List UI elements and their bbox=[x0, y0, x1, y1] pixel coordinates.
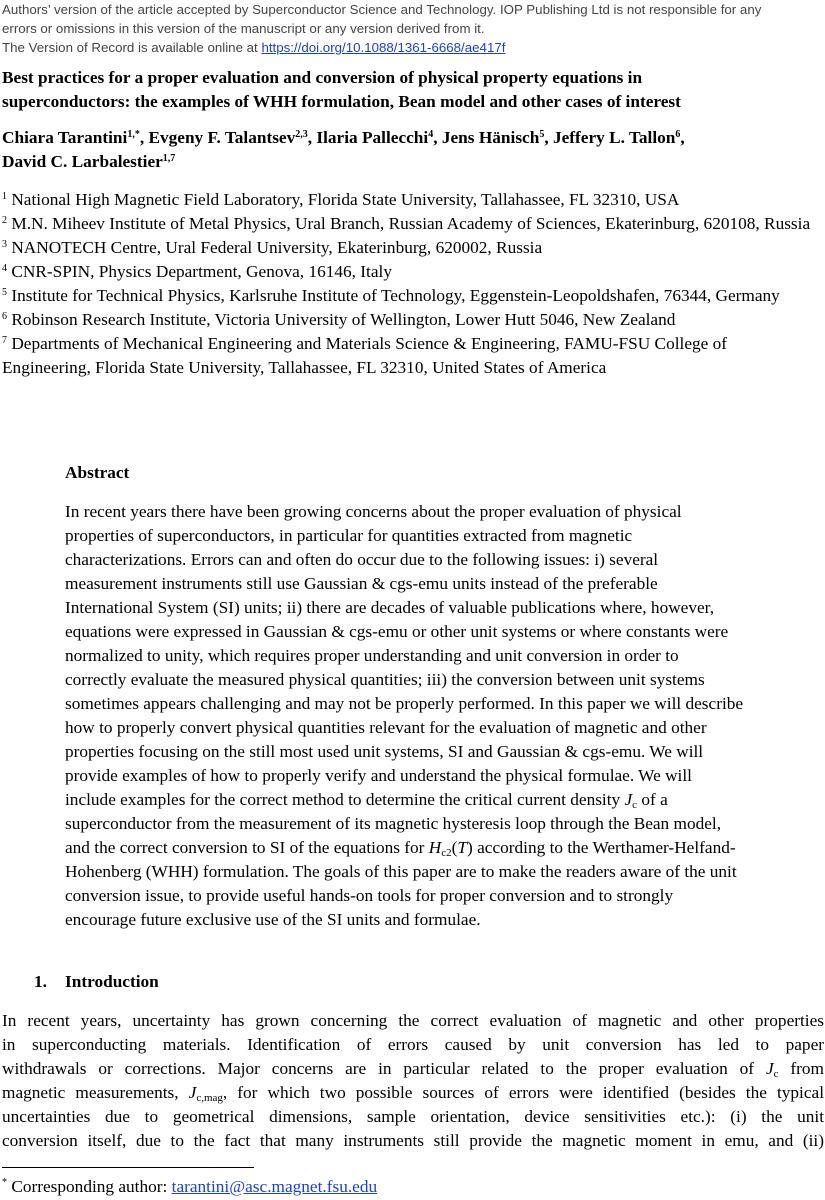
intro-line-text: withdrawals or corrections. Major concerns are in particular related to the proper evaluation of bbox=[2, 1059, 766, 1078]
abstract-heading: Abstract bbox=[65, 463, 130, 482]
jc-subscript: c bbox=[632, 799, 638, 811]
author-separator: , bbox=[139, 128, 149, 147]
jcmag-symbol: J bbox=[188, 1083, 197, 1102]
jcmag-subscript: c,mag bbox=[196, 1092, 223, 1104]
author-name: David C. Larbalestier bbox=[2, 152, 163, 171]
abstract-line: conversion issue, to provide useful hands-on tools for proper conversion and to strongly bbox=[65, 886, 674, 905]
affiliation-item bbox=[2, 332, 814, 380]
abstract-line: encourage future exclusive use of the SI units and formulae. bbox=[65, 910, 481, 929]
abstract-line: characterizations. Errors can and often do occur due to the following issues: i) several bbox=[65, 550, 659, 569]
affiliation-number: 7 bbox=[2, 335, 7, 346]
intro-line-tail: , for which two possible sources of errors were identified (besides the typical bbox=[222, 1083, 824, 1102]
intro-line-text: magnetic measurements, bbox=[2, 1083, 189, 1102]
abstract-body bbox=[65, 500, 825, 932]
author-name: Ilaria Pallecchi bbox=[316, 128, 429, 147]
jc-symbol: J bbox=[765, 1059, 774, 1078]
title-line-2: superconductors: the examples of WHH formulation, Bean model and other cases of interest bbox=[2, 92, 681, 111]
jc-subscript: c bbox=[773, 1068, 779, 1080]
notice-line-1: Authors’ version of the article accepted by Superconductor Science and Technology. IOP Publishing Ltd is not responsible for any bbox=[2, 2, 762, 17]
abstract-line: measurement instruments still use Gaussian & cgs-emu units instead of the preferable bbox=[65, 574, 658, 593]
title-line-1: Best practices for a proper evaluation and conversion of physical property equations in bbox=[2, 68, 643, 87]
author-name: Jeffery L. Tallon bbox=[552, 128, 676, 147]
author-name: Jens Hänisch bbox=[441, 128, 540, 147]
affiliation-number: 6 bbox=[2, 311, 7, 322]
intro-line: in superconducting materials. Identification of errors caused by unit conversion has led to paper bbox=[2, 1035, 824, 1054]
affiliation-text: M.N. Miheev Institute of Metal Physics, Ural Branch, Russian Academy of Sciences, Ekaterinburg, 620108, Russia bbox=[11, 214, 811, 233]
footnote-divider bbox=[2, 1167, 254, 1168]
abstract-line: and the correct conversion to SI of the equations for $H_{c2}(T)$ according to the Werthamer-Helfand- bbox=[65, 838, 736, 859]
abstract-line: equations were expressed in Gaussian & cgs-emu or other unit systems or where constants were bbox=[65, 622, 729, 641]
author-separator: , bbox=[433, 128, 442, 147]
abstract-line-text: include examples for the correct method to determine the critical current density bbox=[65, 790, 625, 809]
author-affil-mark: 1,7 bbox=[162, 153, 176, 164]
abstract-line: how to properly convert physical quantities relevant for the evaluation of magnetic and other bbox=[65, 718, 707, 737]
affiliation-text: Departments of Mechanical Engineering and Materials Science & Engineering, FAMU-FSU College of Engineering, Florida State University, Tallahassee, FL 32310, United States of America bbox=[2, 334, 728, 377]
abstract-line-text: and the correct conversion to SI of the equations for bbox=[65, 838, 429, 857]
intro-line: In recent years, uncertainty has grown concerning the correct evaluation of magnetic and other properties bbox=[2, 1011, 824, 1030]
author-affil-mark: 5 bbox=[539, 129, 545, 140]
affiliation-text: National High Magnetic Field Laboratory, Florida State University, Tallahassee, FL 32310, USA bbox=[11, 190, 680, 209]
affiliation-text: Robinson Research Institute, Victoria University of Wellington, Lower Hutt 5046, New Zealand bbox=[11, 310, 676, 329]
affiliation-item bbox=[2, 308, 814, 332]
intro-line: conversion itself, due to the fact that many instruments still provide the magnetic moment in emu, and (ii) bbox=[2, 1131, 824, 1150]
affiliation-item bbox=[2, 236, 814, 260]
section-heading-introduction bbox=[34, 970, 159, 994]
affiliation-number: 5 bbox=[2, 287, 7, 298]
abstract-line: provide examples of how to properly verify and understand the physical formulae. We will bbox=[65, 766, 692, 785]
intro-line bbox=[2, 1057, 824, 1081]
abstract-line: In recent years there have been growing concerns about the proper evaluation of physical bbox=[65, 502, 682, 521]
abstract-line: International System (SI) units; ii) there are decades of valuable publications where, however, bbox=[65, 598, 715, 617]
jc-symbol: J bbox=[624, 790, 633, 809]
affiliation-text: CNR-SPIN, Physics Department, Genova, 16146, Italy bbox=[11, 262, 392, 281]
abstract-line: normalized to unity, which requires proper understanding and unit conversion in order to bbox=[65, 646, 679, 665]
affiliation-text: Institute for Technical Physics, Karlsruhe Institute of Technology, Eggenstein-Leopoldshafen, 76344, Germany bbox=[11, 286, 780, 305]
notice-line-2: errors or omissions in this version of the manuscript or any version derived from it. bbox=[2, 21, 485, 36]
affiliation-item bbox=[2, 284, 814, 308]
affiliation-item bbox=[2, 260, 814, 284]
hc2-symbol: H bbox=[428, 838, 442, 857]
affiliation-number: 3 bbox=[2, 239, 7, 250]
paper-title bbox=[2, 66, 812, 114]
author-name: Chiara Tarantini bbox=[2, 128, 128, 147]
doi-link[interactable]: https://doi.org/10.1088/1361-6668/ae417f bbox=[261, 40, 506, 55]
notice-line-3-text: The Version of Record is available online at bbox=[2, 40, 262, 55]
abstract-line-tail: according to the Werthamer-Helfand- bbox=[472, 838, 736, 857]
footnote-mark: * bbox=[2, 1177, 7, 1188]
abstract-line: superconductor from the measurement of its magnetic hysteresis loop through the Bean model, bbox=[65, 814, 722, 833]
author-separator: , bbox=[544, 128, 553, 147]
abstract-line bbox=[65, 788, 825, 812]
footnote-label: Corresponding author: bbox=[7, 1177, 172, 1196]
email-link[interactable]: tarantini@asc.magnet.fsu.edu bbox=[171, 1177, 378, 1196]
intro-line bbox=[2, 1081, 824, 1105]
section-title: Introduction bbox=[65, 972, 159, 991]
affiliation-list bbox=[2, 188, 814, 380]
affiliation-text: NANOTECH Centre, Ural Federal University, Ekaterinburg, 620002, Russia bbox=[11, 238, 543, 257]
author-separator: , bbox=[680, 128, 685, 147]
author-separator: , bbox=[307, 128, 317, 147]
abstract-line: properties focusing on the still most used unit systems, SI and Gaussian & cgs-emu. We will bbox=[65, 742, 704, 761]
author-name: Evgeny F. Talantsev bbox=[148, 128, 296, 147]
hc2-subscript: c2 bbox=[441, 847, 452, 859]
affiliation-number: 2 bbox=[2, 215, 7, 226]
abstract-line-tail: of a bbox=[637, 790, 668, 809]
affiliation-number: 4 bbox=[2, 263, 7, 274]
t-symbol: T bbox=[457, 838, 468, 857]
intro-line: uncertainties due to geometrical dimensions, sample orientation, device sensitivities etc.): (i) the unit bbox=[2, 1107, 824, 1126]
author-affil-mark: 2,3 bbox=[295, 129, 308, 140]
publisher-notice bbox=[2, 0, 822, 57]
affiliation-item bbox=[2, 188, 814, 212]
author-list bbox=[2, 126, 812, 174]
abstract-line: Hohenberg (WHH) formulation. The goals of this paper are to make the readers aware of the unit bbox=[65, 862, 737, 881]
author-affil-mark: 1,* bbox=[127, 129, 140, 140]
footnote bbox=[2, 1176, 377, 1198]
affiliation-item bbox=[2, 212, 814, 236]
author-affil-mark: 6 bbox=[675, 129, 681, 140]
introduction-body bbox=[2, 1009, 824, 1153]
notice-line-3 bbox=[2, 38, 822, 57]
affiliation-number: 1 bbox=[2, 191, 7, 202]
abstract-line: properties of superconductors, in particular for quantities extracted from magnetic bbox=[65, 526, 633, 545]
abstract-line: sometimes appears challenging and may not be properly performed. In this paper we will describe bbox=[65, 694, 744, 713]
section-number: 1. bbox=[34, 972, 47, 991]
author-affil-mark: 4 bbox=[428, 129, 434, 140]
intro-line-tail: from bbox=[778, 1059, 824, 1078]
abstract-line: correctly evaluate the measured physical quantities; iii) the conversion between unit systems bbox=[65, 670, 705, 689]
